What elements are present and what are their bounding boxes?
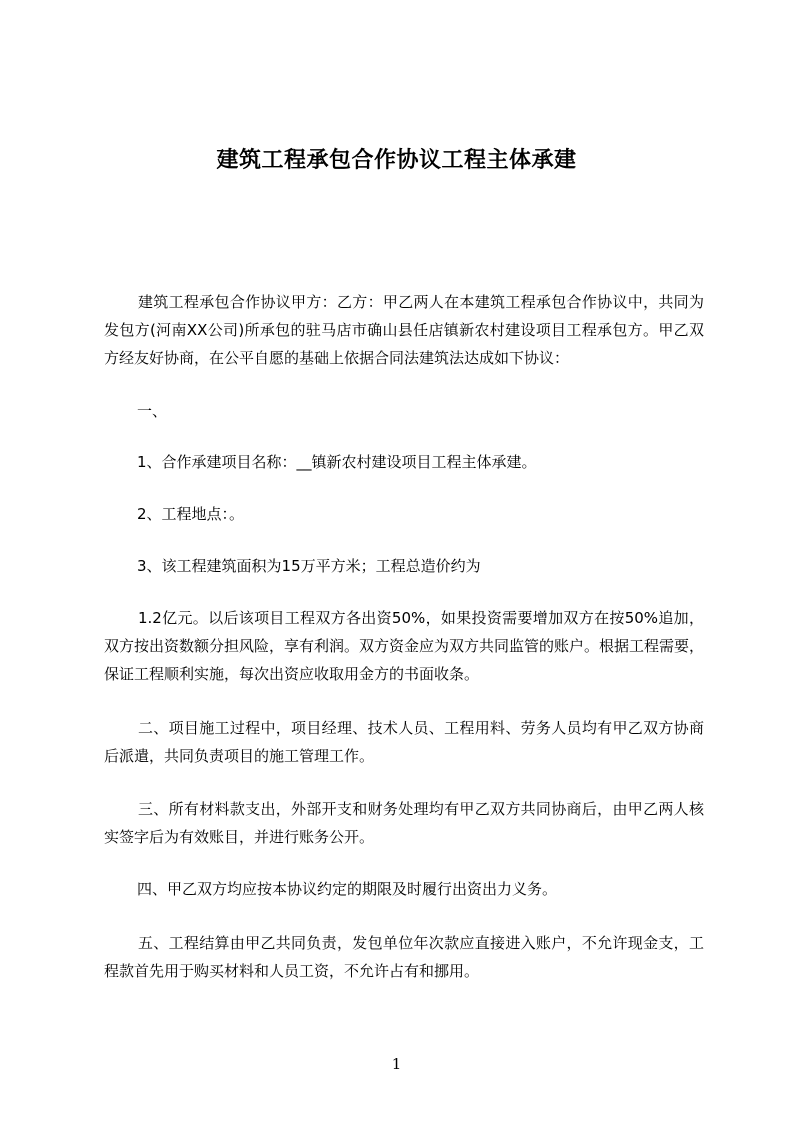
item-3-continued: 1.2亿元。以后该项目工程双方各出资50%，如果投资需要增加双方在按50%追加，双方按出资数额分担风险，享有利润。双方资金应为双方共同监管的账户。根据工程需要，保证工程顺利实施，每次出资应收取用金方的书面收条。 [104, 609, 705, 683]
section-three-paragraph: 三、所有材料款支出，外部开支和财务处理均有甲乙双方共同协商后，由甲乙两人核实签字后为有效账目，并进行账务公开。 [104, 800, 704, 846]
item-2-project-location: 2、工程地点：。 [137, 505, 245, 523]
section-one-heading: 一、 [137, 402, 168, 420]
page-number: 1 [391, 1055, 402, 1073]
intro-paragraph: 建筑工程承包合作协议甲方：乙方：甲乙两人在本建筑工程承包合作协议中，共同为发包方(河南XX公司)所承包的驻马店市确山县任店镇新农村建设项目工程承包方。甲乙双方经友好协商，在公平自愿的基础上依据合同法建筑法达成如下协议： [104, 293, 704, 367]
section-four-paragraph: 四、甲乙双方均应按本协议约定的期限及时履行出资出力义务。 [137, 880, 558, 898]
item-1-project-name: 1、合作承建项目名称：__镇新农村建设项目工程主体承建。 [137, 453, 537, 471]
section-five-paragraph: 五、工程结算由甲乙共同负责，发包单位年次款应直接进入账户，不允许现金支，工程款首先用于购买材料和人员工资，不允许占有和挪用。 [104, 934, 704, 980]
section-two-paragraph: 二、项目施工过程中，项目经理、技术人员、工程用料、劳务人员均有甲乙双方协商后派遣，共同负责项目的施工管理工作。 [104, 719, 704, 765]
item-3-area-cost: 3、该工程建筑面积为15万平方米；工程总造价约为 [137, 557, 481, 575]
document-title: 建筑工程承包合作协议工程主体承建 [216, 148, 577, 173]
